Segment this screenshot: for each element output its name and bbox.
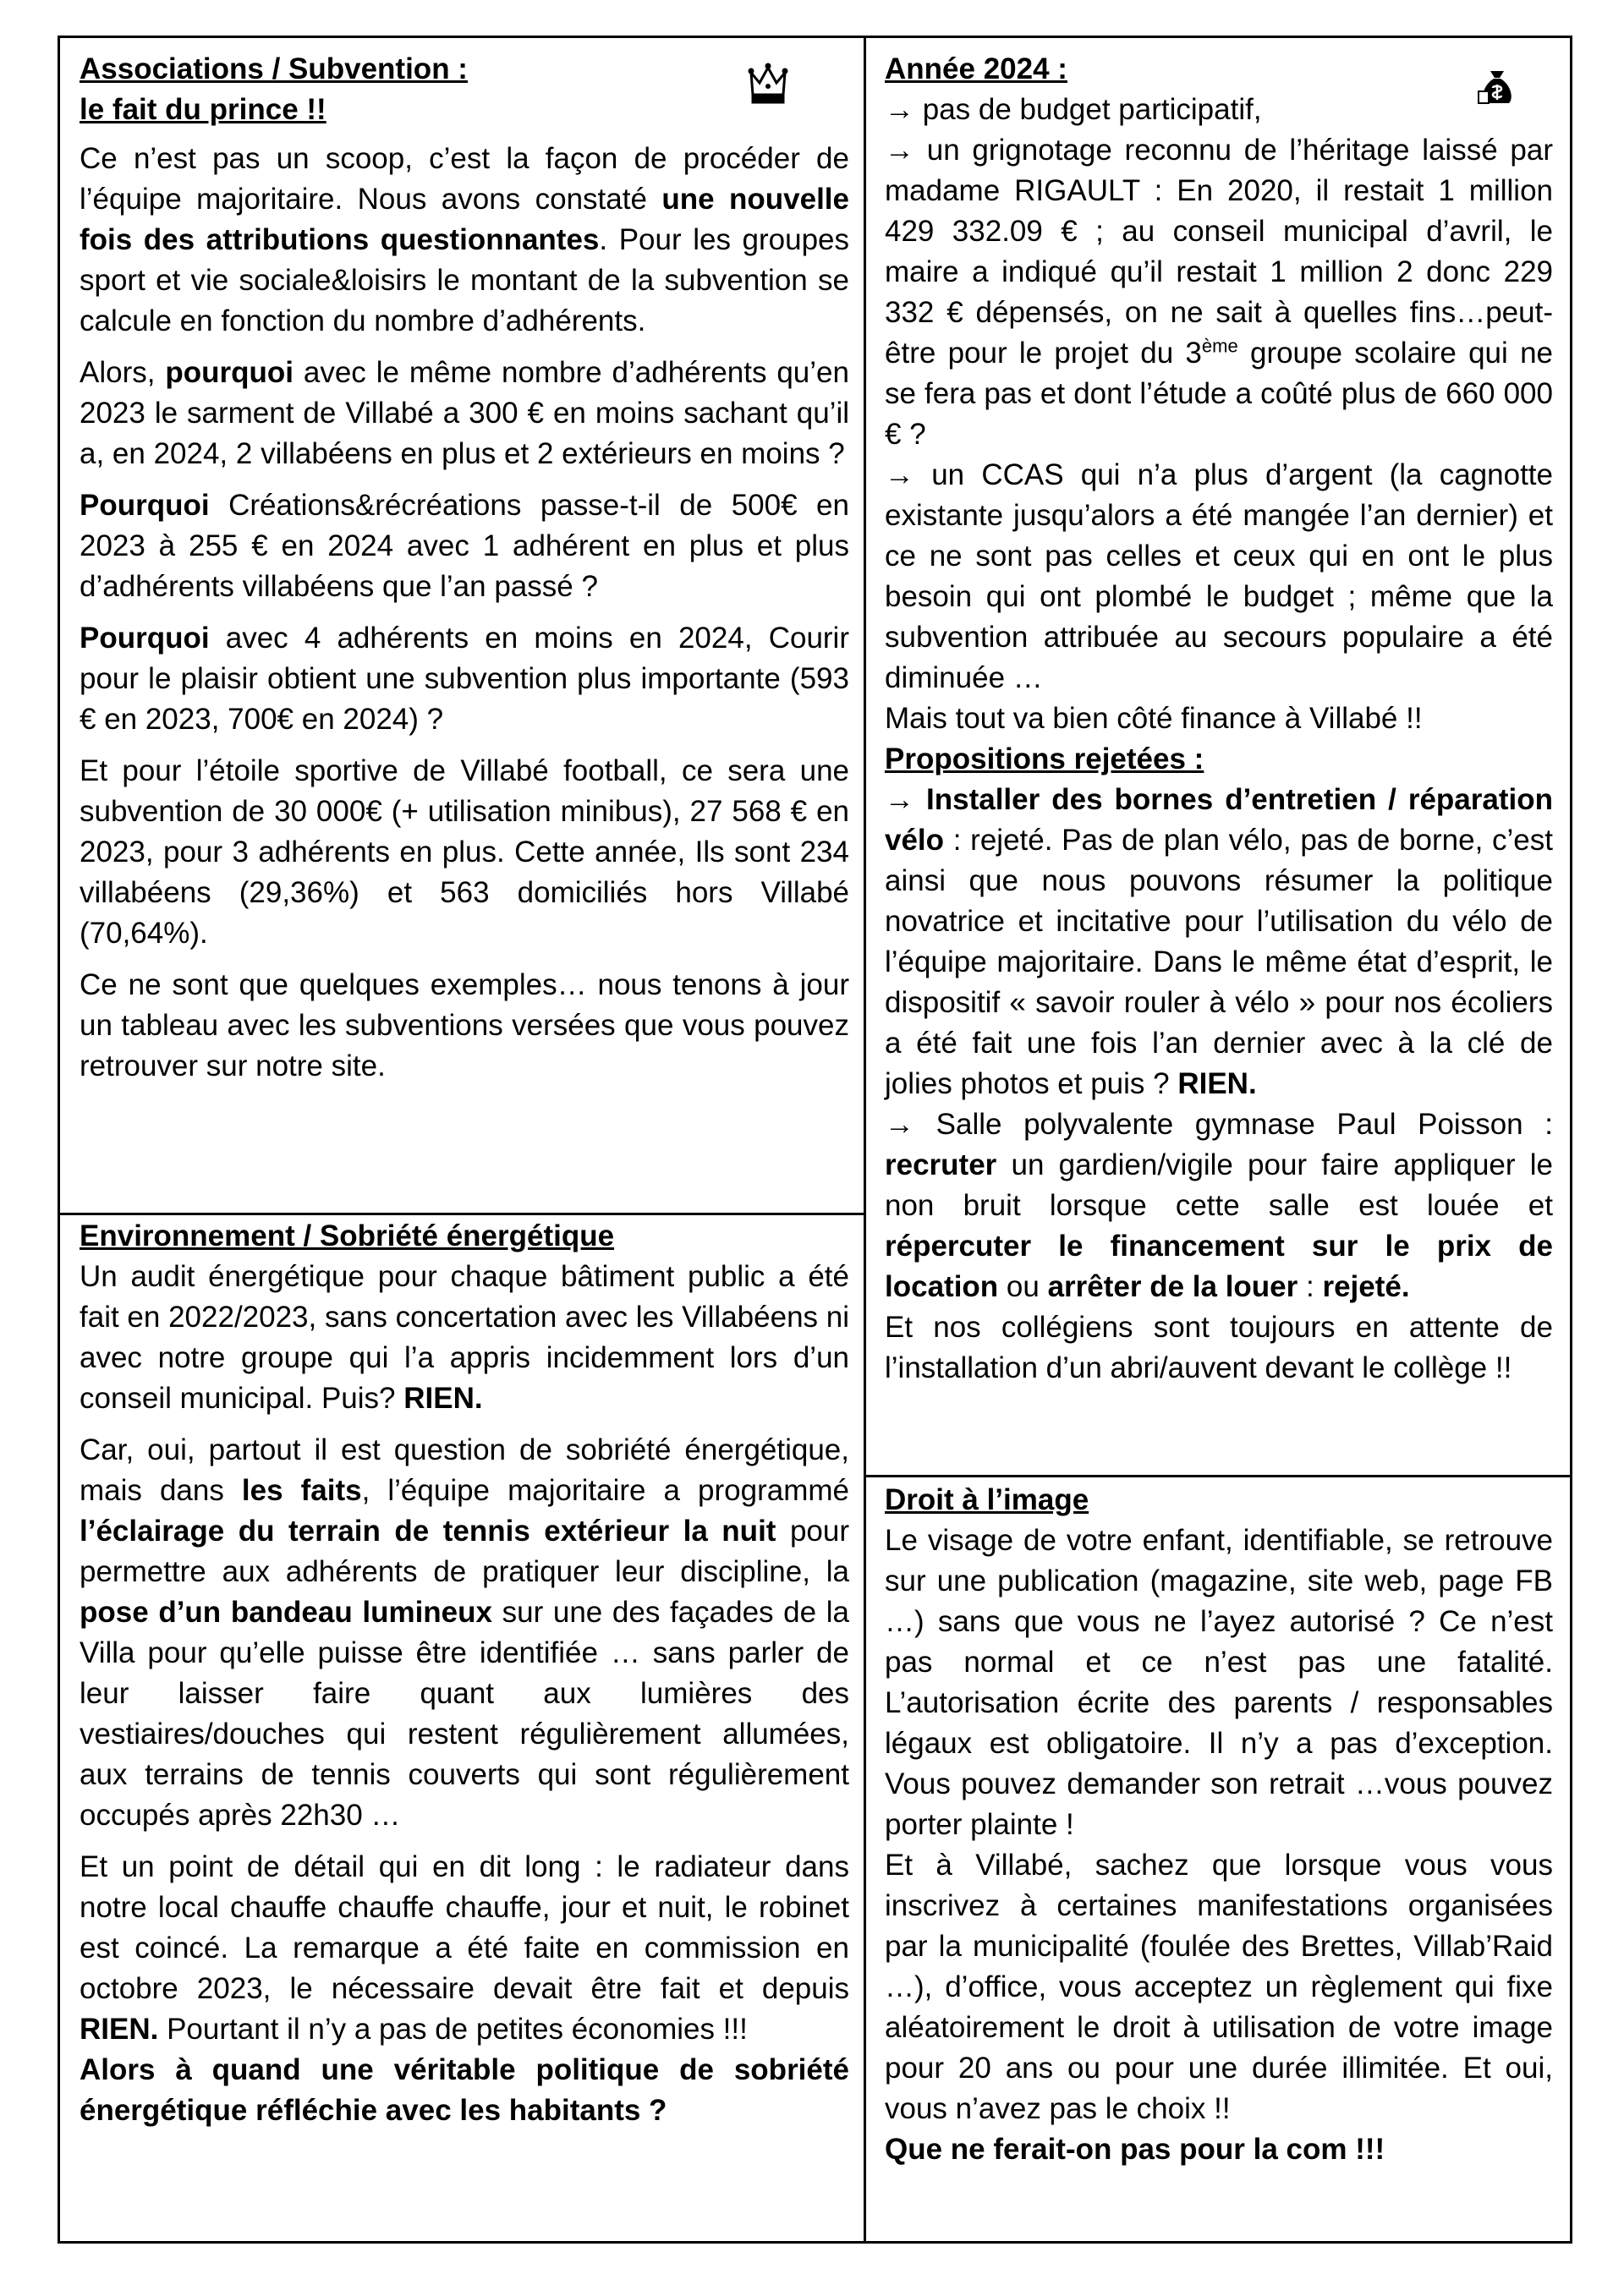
proposition-3: Et nos collégiens sont toujours en attente de l’installation d’un abri/auvent devant le collège !! — [885, 1311, 1553, 1384]
proposition-1: → Installer des bornes d’entretien / réparation vélo : rejeté. Pas de plan vélo, pas de borne, c’est ainsi que nous pouvons résumer la politique novatrice et incitative pour l’utilisation du vélo de l’équipe majoritaire. Dans le même état d’esprit, le dispositif « savoir rouler à vélo » pour nos écoliers a été fait une fois l’an dernier avec à la clé de jolies photos et puis ? RIEN. — [885, 783, 1553, 1100]
section-divider-right — [866, 1475, 1570, 1477]
section-title-propositions: Propositions rejetées : — [885, 743, 1204, 775]
image-paragraph-2: Et à Villabé, sachez que lorsque vous vous inscrivez à certaines manifestations organisées par la municipalité (foulée des Brettes, Villab’Raid …), d’office, vous acceptez un règlement qui fixe aléatoirement le droit à utilisation de votre image pour 20 ans ou pour une durée illimitée. Et oui, vous n’avez pas le choix !! — [885, 1849, 1553, 2125]
section-associations — [80, 49, 849, 1098]
env-paragraph-1: Un audit énergétique pour chaque bâtiment public a été fait en 2022/2023, sans concertation avec les Villabéens ni avec notre groupe qui l’a appris incidemment lors d’un conseil municipal. Puis? RIEN. — [80, 1260, 849, 1415]
y2024-line-4: Mais tout va bien côté finance à Villabé !! — [885, 702, 1423, 735]
env-paragraph-3: Et un point de détail qui en dit long : le radiateur dans notre local chauffe chauffe chauffe, jour et nuit, le robinet est coincé. La remarque a été faite en commission en octobre 2023, le nécessaire devait être fait et depuis RIEN. Pourtant il n’y a pas de petites économies !!! — [80, 1850, 849, 2046]
section-title-droit-image: Droit à l’image — [885, 1483, 1089, 1516]
title-line-1: Associations / Subvention : — [80, 52, 468, 85]
env-conclusion: Alors à quand une véritable politique de sobriété énergétique réfléchie avec les habitants ? — [80, 2053, 849, 2127]
column-divider — [864, 36, 866, 2244]
y2024-line-3: → un CCAS qui n’a plus d’argent (la cagnotte existante jusqu’alors a été mangée l’an dernier) et ce ne sont pas celles et ceux qui en ont le plus besoin qui ont plombé le budget ; même que la subvention attribuée au secours populaire a été diminuée … — [885, 458, 1553, 694]
assoc-paragraph-5: Et pour l’étoile sportive de Villabé football, ce sera une subvention de 30 000€ (+ utilisation minibus), 27 568 € en 2023, pour 3 adhérents en plus. Cette année, Ils sont 234 villabéens (29,36%) et 563 domiciliés hors Villabé (70,64%). — [80, 754, 849, 950]
proposition-2: → Salle polyvalente gymnase Paul Poisson : recruter un gardien/vigile pour faire appliquer le non bruit lorsque cette salle est louée et répercuter le financement sur le prix de location ou arrêter de la louer : rejeté. — [885, 1108, 1553, 1303]
section-droit-image — [885, 1480, 1553, 2181]
section-title-environnement: Environnement / Sobriété énergétique — [80, 1219, 615, 1252]
assoc-paragraph-3: Pourquoi Créations&récréations passe-t-il de 500€ en 2023 à 255 € en 2024 avec 1 adhérent en plus et plus d’adhérents villabéens que l’an passé ? — [80, 489, 849, 603]
section-annee-2024 — [885, 49, 1553, 1389]
section-environnement — [80, 1216, 849, 2142]
assoc-paragraph-4: Pourquoi avec 4 adhérents en moins en 2024, Courir pour le plaisir obtient une subvention plus importante (593 € en 2023, 700€ en 2024) ? — [80, 622, 849, 736]
env-paragraph-2: Car, oui, partout il est question de sobriété énergétique, mais dans les faits, l’équipe majoritaire a programmé l’éclairage du terrain de tennis extérieur la nuit pour permettre aux adhérents de pratiquer leur discipline, la pose d’un bandeau lumineux sur une des façades de la Villa pour qu’elle puisse être identifiée … sans parler de leur laisser faire quant aux lumières des vestiaires/douches qui restent régulièrement allumées, aux terrains de tennis couverts qui sont régulièrement occupés après 22h30 … — [80, 1433, 849, 1832]
money-bag-icon — [1477, 66, 1517, 107]
assoc-paragraph-2: Alors, pourquoi avec le même nombre d’adhérents qu’en 2023 le sarment de Villabé a 300 € en moins sachant qu’il a, en 2024, 2 villabéens en plus et 2 extérieurs en moins ? — [80, 356, 849, 470]
crown-icon — [748, 61, 788, 107]
image-paragraph-1: Le visage de votre enfant, identifiable, se retrouve sur une publication (magazine, site web, page FB …) sans que vous ne l’ayez autorisé ? Ce n’est pas normal et ce n’est pas une fatalité. L’autorisation écrite des parents / responsables légaux est obligatoire. Il n’y a pas d’exception. Vous pouvez demander son retrait …vous pouvez porter plainte ! — [885, 1524, 1553, 1841]
assoc-paragraph-1: Ce n’est pas un scoop, c’est la façon de procéder de l’équipe majoritaire. Nous avons constaté une nouvelle fois des attributions questionnantes. Pour les groupes sport et vie sociale&loisirs le montant de la subvention se calcule en fonction du nombre d’adhérents. — [80, 142, 850, 337]
section-divider-left — [60, 1213, 864, 1215]
y2024-line-1: → pas de budget participatif, — [885, 93, 1262, 126]
section-title-associations — [80, 49, 849, 130]
y2024-line-2: → un grignotage reconnu de l’héritage laissé par madame RIGAULT : En 2020, il restait 1 million 429 332.09 € ; au conseil municipal d’avril, le maire a indiqué qu’il restait 1 million 2 donc 229 332 € dépensés, on ne sait à quelles fins…peut-être pour le projet du 3ème groupe scolaire qui ne se fera pas et dont l’étude a coûté plus de 660 000 € ? — [885, 134, 1554, 451]
title-line-2: le fait du prince !! — [80, 93, 326, 126]
image-conclusion: Que ne ferait-on pas pour la com !!! — [885, 2133, 1385, 2166]
section-title-2024: Année 2024 : — [885, 52, 1067, 85]
assoc-paragraph-6: Ce ne sont que quelques exemples… nous tenons à jour un tableau avec les subventions versées que vous pouvez retrouver sur notre site. — [80, 968, 849, 1082]
